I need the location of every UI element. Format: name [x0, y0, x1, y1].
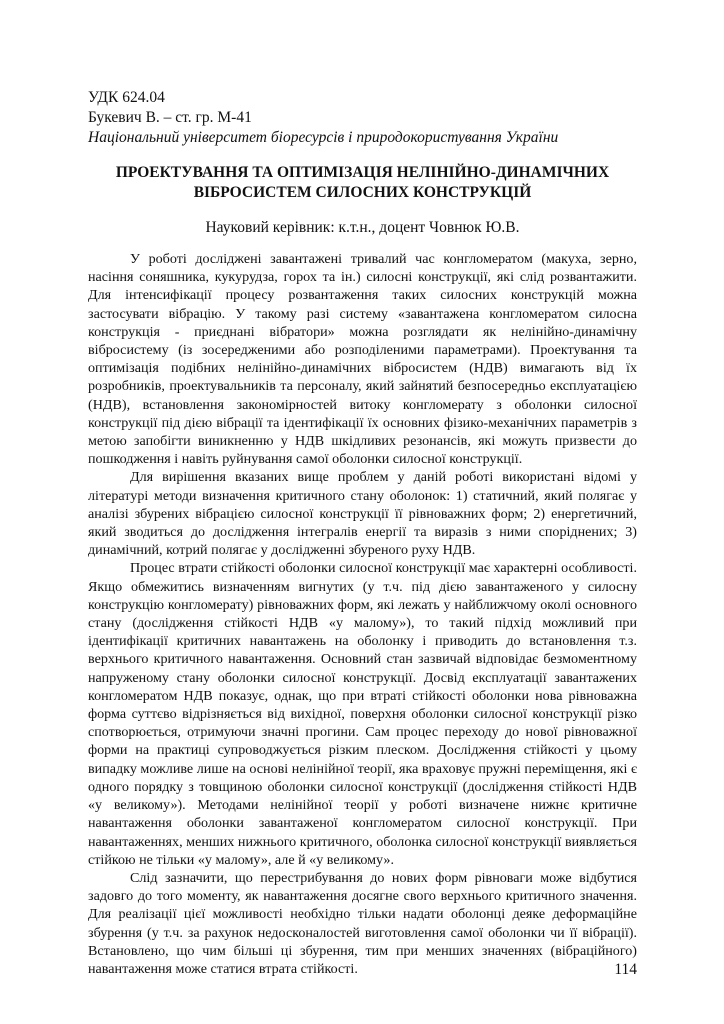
paragraph-2: Для вирішення вказаних вище проблем у даній роботі використані відомі у літературі методи визначення критичного стану оболонок: 1) статичний, який полягає у аналізі збурених вібрацією силосної конструкції її рівноважних форм; 2) енергетичний, який зводиться до дослідження інтегралів енергії та виразів з ними споріднених; 3) динамічний, котрий полягає у дослідженні збуреного руху НДВ. [88, 469, 637, 559]
body-text [88, 250, 637, 978]
paragraph-4: Слід зазначити, що перестрибування до нових форм рівноваги може відбутися задовго до того моменту, як навантаження досягне свого верхнього критичного значення. Для реалізації цієї можливості необхідно тільки надати оболонці деяке деформаційне збурення (у т.ч. за рахунок недосконалостей виготовлення самої оболонки чи її вібрації). Встановлено, що чим більші ці збурення, тим при менших значеннях (вібраційного) навантаження може статися втрата стійкості. [88, 869, 637, 977]
paragraph-3: Процес втрати стійкості оболонки силосної конструкції має характерні особливості. Якщо обмежитись визначенням вигнутих (у т.ч. під дією завантаженого у силосну конструкцію конгломерату) рівноважних форм, які лежать у найближчому околі основного стану (дослідження стійкості НДВ «у малому»), то такий підхід можливий при ідентифікації критичних навантажень на оболонку і приводить до встановлення т.з. верхнього критичного навантаження. Основний стан зазвичай відповідає безмоментному напруженому стану оболонки силосної конструкції. Досвід експлуатації завантажених конгломератом НДВ показує, однак, що при втраті стійкості оболонки нова рівноважна форма суттєво відрізняється від вихідної, поверхня оболонки силосної конструкції різко спотворюється, отримуючи значні прогини. Сам процес переходу до нової рівноважної форми на практиці супроводжується різким плеском. Дослідження стійкості у цьому випадку можливе лише на основі нелінійної теорії, яка враховує пружні переміщення, які є одного порядку з товщиною оболонки силосної конструкції (дослідження стійкості НДВ «у великому»). Методами нелінійної теорії у роботі визначене нижнє критичне навантаження оболонки завантаженої конгломератом силосної конструкції. При навантаженнях, менших нижнього критичного, оболонка силосної конструкції виявляється стійкою не тільки «у малому», але й «у великому». [88, 560, 637, 868]
udc-code: УДК 624.04 [88, 89, 165, 106]
paper-title: ПРОЕКТУВАННЯ ТА ОПТИМІЗАЦІЯ НЕЛІНІЙНО-ДИНАМІЧНИХ ВІБРОСИСТЕМ СИЛОСНИХ КОНСТРУКЦІЙ [115, 164, 610, 201]
page-number: 114 [614, 961, 637, 978]
author-line: Букевич В. – ст. гр. М-41 [88, 109, 252, 126]
paragraph-1: У роботі досліджені завантажені тривалий час конгломератом (макуха, зерно, насіння соняшника, кукурудза, горох та ін.) силосні конструкції, які слід розвантажити. Для інтенсифікації процесу розвантаження таких силосних конструкцій можна застосувати вібрацію. У такому разі систему «завантажена конгломератом силосна конструкція - приєднані вібратори» можна розглядати як нелінійно-динамічну вібросистему (із зосередженими або розподіленими параметрами). Проектування та оптимізація подібних нелінійно-динамічних вібросистем (НДВ) вимагають від їх розробників, проектувальників та персоналу, який зайнятий безпосередньо експлуатацією (НДВ), встановлення закономірностей витоку конгломерату з оболонки силосної конструкції під дією вібрації та ідентифікації їх основних фізико-механічних параметрів з метою запобігти виникненню у НДВ шкідливих резонансів, які можуть призвести до пошкодження і навіть руйнування самої оболонки силосної конструкції. [88, 251, 637, 468]
supervisor-line: Науковий керівник: к.т.н., доцент Човнюк Ю.В. [205, 219, 520, 236]
affiliation-line: Національний університет біоресурсів і природокористування України [88, 129, 559, 146]
document-page [88, 88, 637, 978]
